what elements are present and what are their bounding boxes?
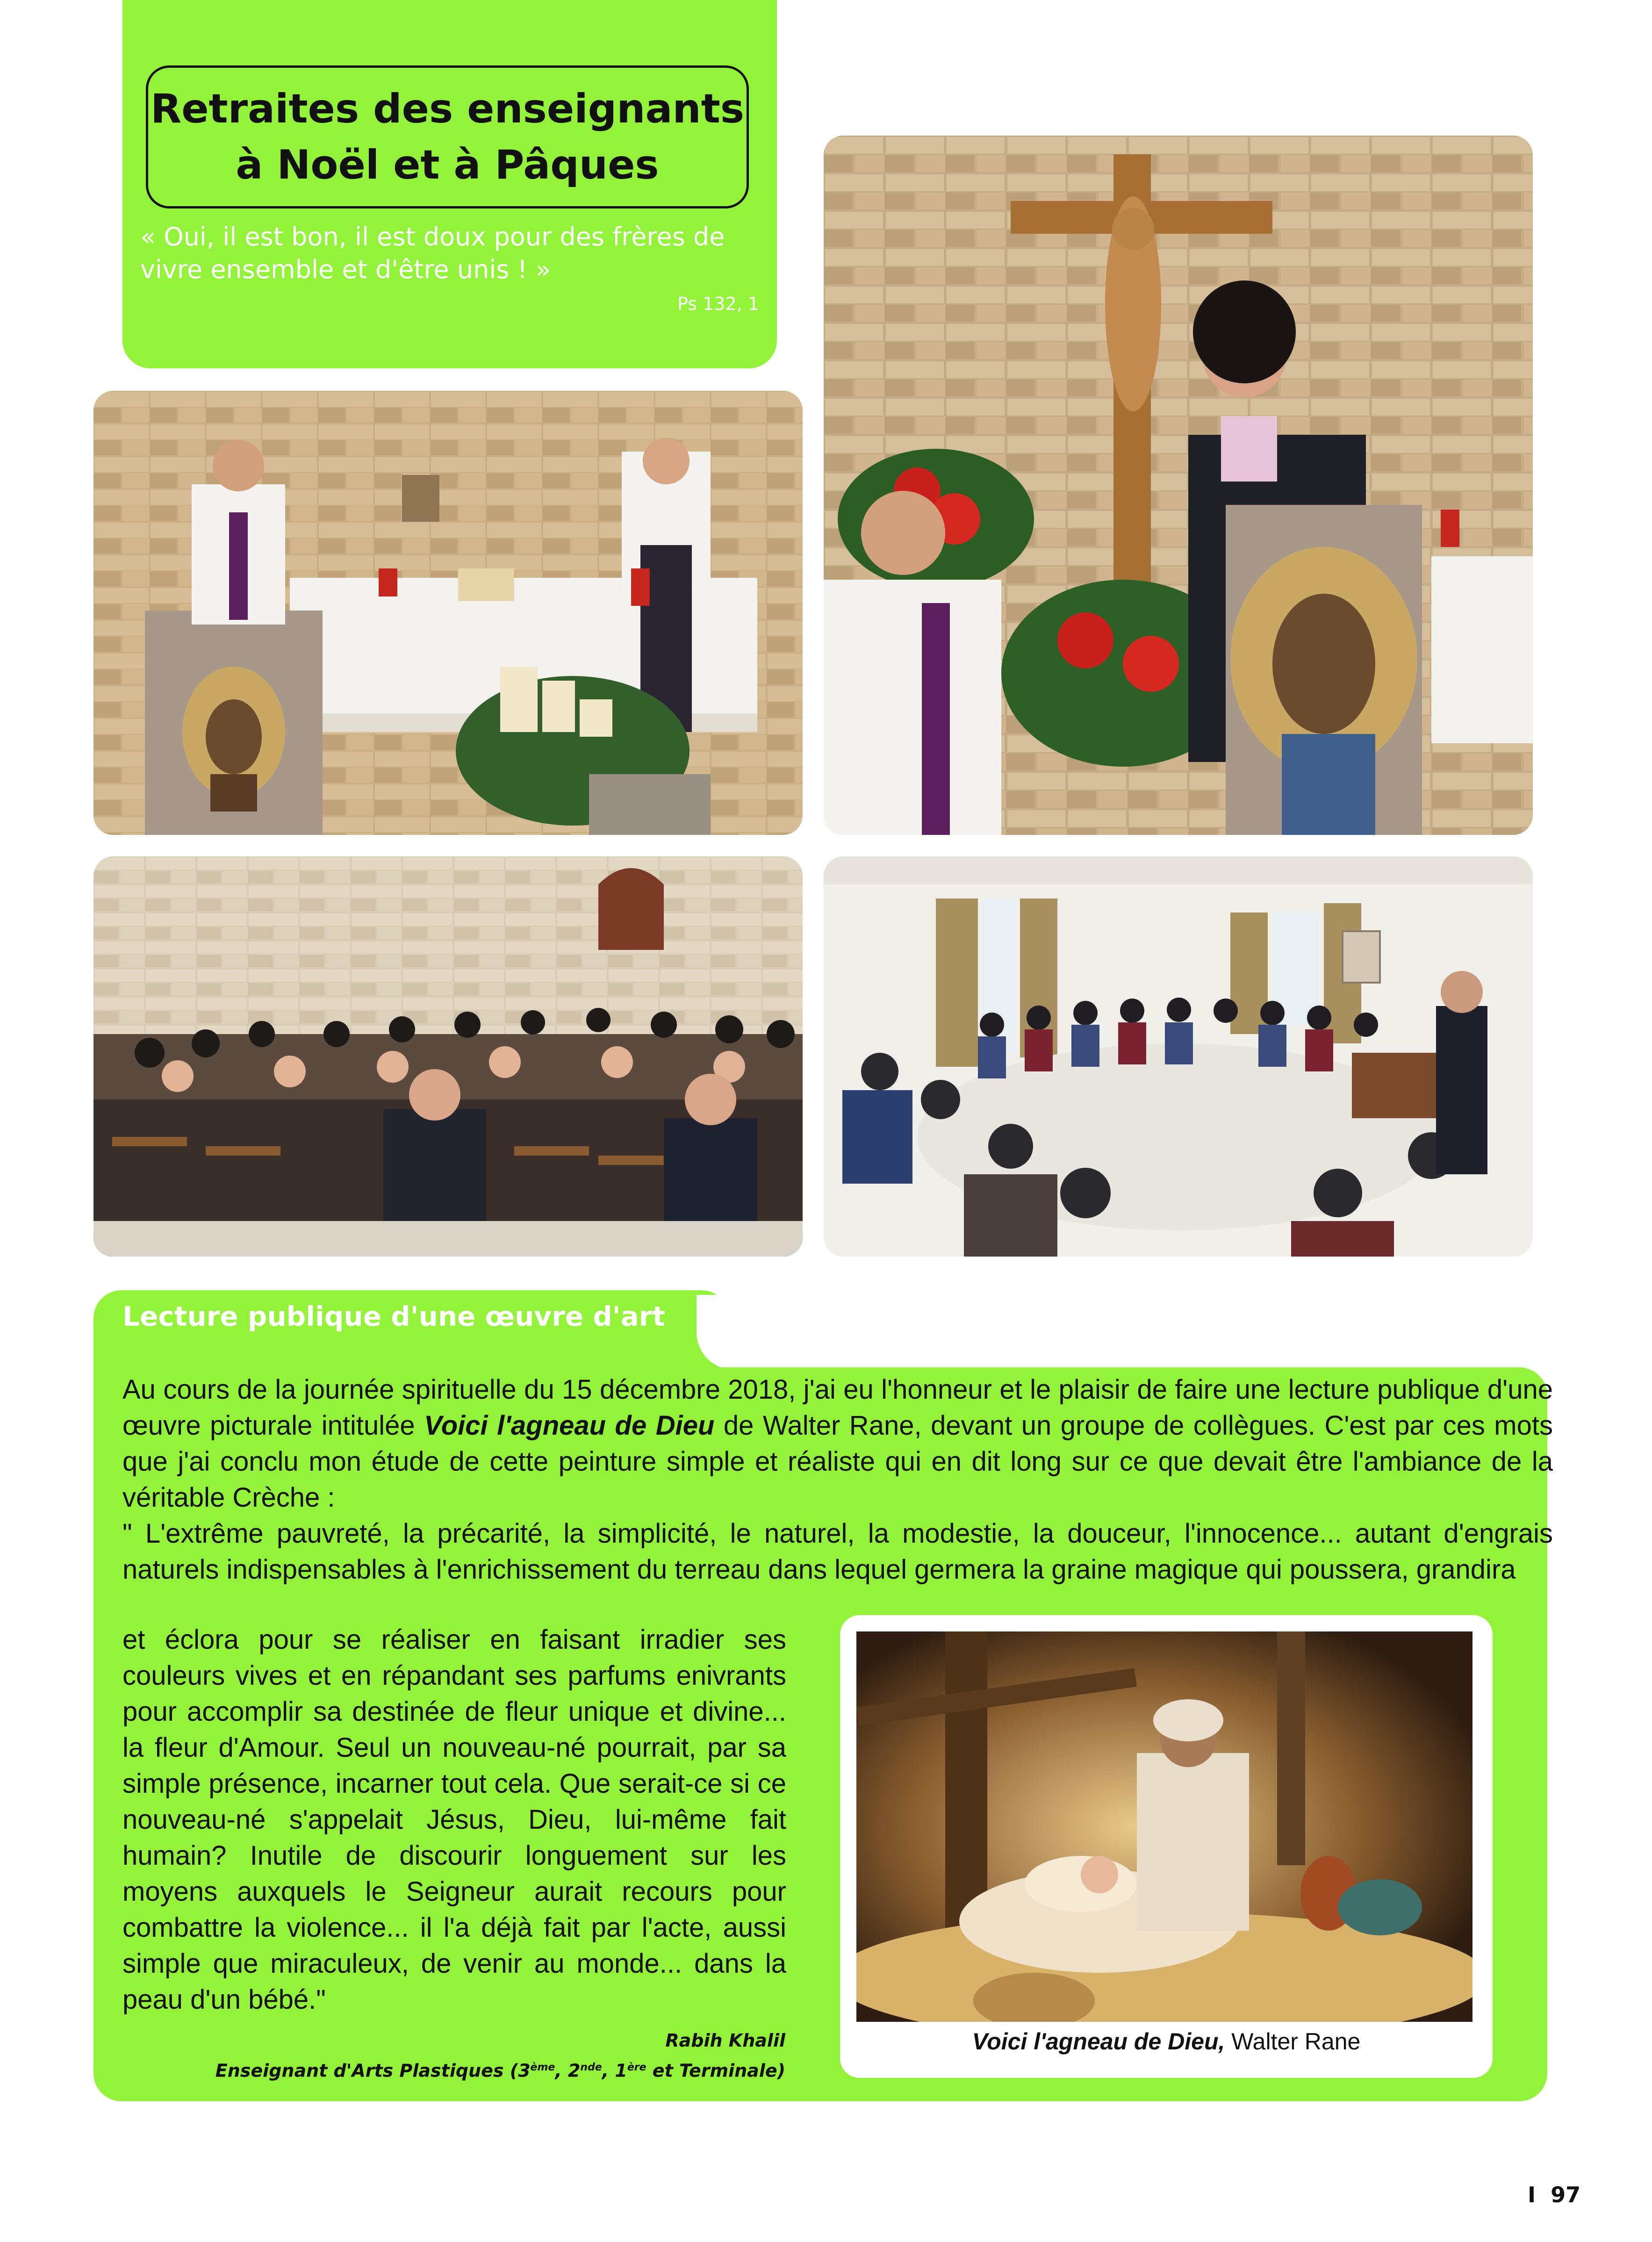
epigraph-quote: « Oui, il est bon, il est doux pour des frères de vivre ensemble et d'être unis ! » — [140, 222, 725, 284]
photo-icon — [824, 136, 1533, 835]
caption-artist: Walter Rane — [1225, 2028, 1361, 2055]
painting-image — [856, 1631, 1472, 2022]
quote-paragraph-continued: et éclora pour se réaliser en faisant irradier ses couleurs vives et en répandant ses parfums enivrants pour accomplir sa destinée de fleur unique et divine... la fleur d'Amour. Seul un nouveau-né pourrait, par sa simple présence, incarner tout cela. Que serait-ce si ce nouveau-né s'appelait Jésus, Dieu, lui-même fait humain? Inutile de discourir longuement sur les moyens auxquels le Seigneur aurait recours pour combattre la violence... il l'a déjà fait par l'acte, aussi simple que miraculeux, de venir au monde... dans la peau d'un bébé." — [122, 1624, 786, 2015]
section-heading: Lecture publique d'une œuvre d'art — [122, 1301, 666, 1332]
page-title-line2: à Noël et à Pâques — [236, 142, 659, 188]
photo-altar-mass — [93, 391, 803, 835]
photo-icon — [93, 391, 803, 835]
photo-icon — [824, 856, 1533, 1257]
page-separator: I — [1528, 2182, 1536, 2207]
author-name: Rabih Khalil — [665, 2030, 785, 2051]
photo-circle-meeting — [824, 856, 1533, 1257]
title-panel — [122, 0, 777, 368]
photo-speaker-lectern — [824, 136, 1533, 835]
title-frame — [146, 65, 749, 208]
page-title-line1: Retraites des enseignants — [150, 86, 745, 132]
article-intro-text-a: Au cours de la journée spirituelle du 15 décembre 2018, j'ai eu l'honneur et le plaisir de faire une lecture publique d'une œuvre picturale intitulée — [122, 1374, 1553, 1441]
photo-icon — [93, 856, 803, 1257]
painting-caption — [841, 2028, 1491, 2055]
quote-paragraph-start: " L'extrême pauvreté, la précarité, la simplicité, le naturel, la modestie, la douceur, l'innocence... autant d'engrais naturels indispensables à l'enrichissement du terreau dans lequel germera la graine magique qui poussera, grandira — [122, 1518, 1553, 1585]
artwork-title: Voici l'agneau de Dieu — [424, 1410, 715, 1441]
photo-chapel-audience — [93, 856, 803, 1257]
article-intro — [122, 1372, 1553, 1588]
author-role: Enseignant d'Arts Plastiques (3ème, 2nde, 1ère et Terminale) — [215, 2060, 785, 2081]
author-signature — [215, 2027, 785, 2084]
painting-icon — [856, 1631, 1472, 2022]
article-intro-text-b: de Walter Rane, devant un groupe de collègues. C'est par ces mots que j'ai conclu mon étude de cette peinture simple et réaliste qui en dit long sur ce que devait être l'ambiance de la véritable Crèche : — [122, 1410, 1553, 1513]
caption-title: Voici l'agneau de Dieu, — [972, 2028, 1225, 2055]
page-number-value: 97 — [1551, 2182, 1581, 2207]
epigraph-reference: Ps 132, 1 — [677, 294, 759, 314]
page-number — [1528, 2182, 1580, 2207]
